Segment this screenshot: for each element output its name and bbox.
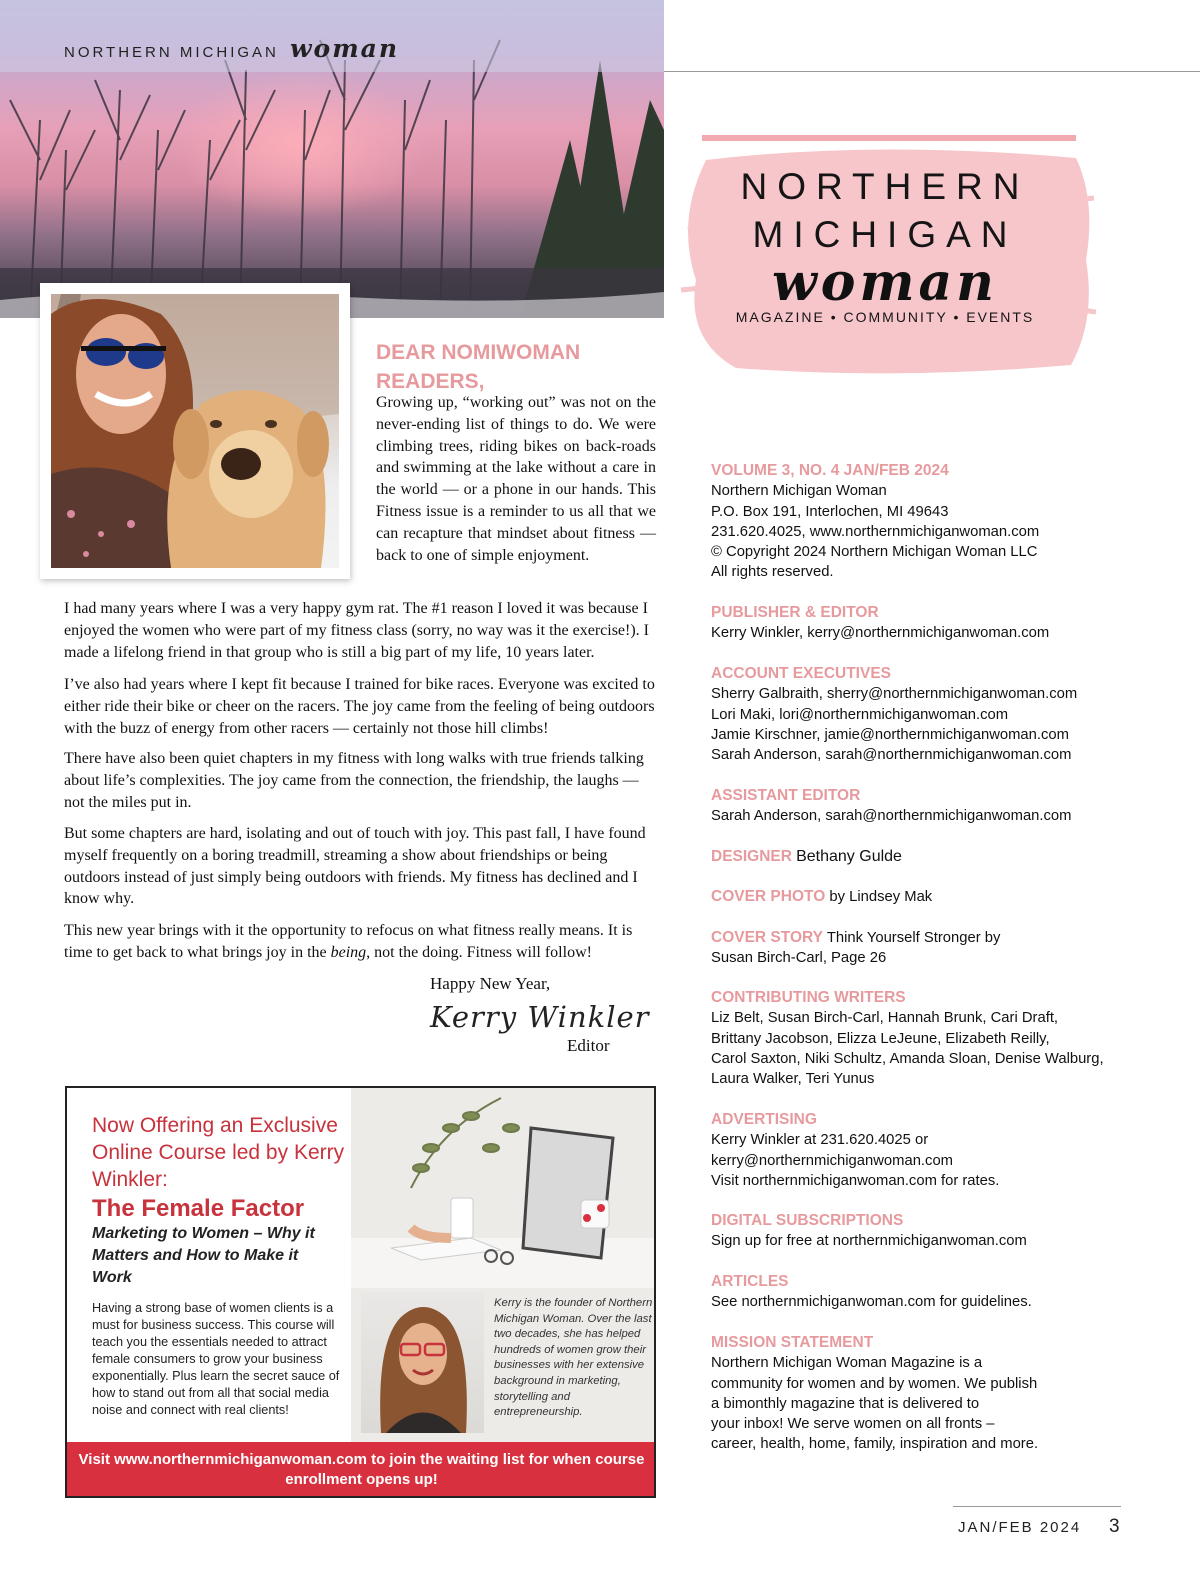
masthead-northern: NORTHERN (740, 166, 1030, 207)
account-executives-block (711, 664, 1151, 765)
info-line: P.O. Box 191, Interlochen, MI 49643 (711, 503, 949, 520)
letter-paragraph-2: I’ve also had years where I kept fit because I trained for bike races. Everyone was excited to either ride their bike or cheer on the racers. The joy came from the feeling of being outdoors with the buzz of energy from other racers — certainly not those hill climbs! (64, 676, 655, 737)
editor-signature: Kerry Winkler (430, 1000, 650, 1034)
cover-photo-heading: COVER PHOTO (711, 888, 826, 905)
info-line: kerry@northernmichiganwoman.com (711, 1152, 953, 1169)
info-line: All rights reserved. (711, 564, 834, 581)
info-line: Northern Michigan Woman Magazine is a (711, 1355, 983, 1372)
info-line: Northern Michigan Woman (711, 483, 887, 500)
ad-right-overlay (351, 1088, 656, 1442)
info-line: Carol Saxton, Niki Schultz, Amanda Sloan, Denise Walburg, (711, 1050, 1104, 1067)
assistant-editor-heading: ASSISTANT EDITOR (711, 787, 861, 804)
folio-issue: JAN/FEB 2024 (958, 1519, 1082, 1536)
header-rule (664, 71, 1200, 72)
info-line: Kerry Winkler, kerry@northernmichiganwoman.com (711, 625, 1050, 642)
masthead-tagline: MAGAZINE • COMMUNITY • EVENTS (735, 309, 1035, 325)
kerry-portrait (361, 1292, 484, 1433)
masthead-woman-script: woman (772, 252, 998, 313)
ad-waiting-list-link[interactable]: Visit www.northernmichiganwoman.com to join the waiting list for when course enrollment opens up! (67, 1442, 656, 1498)
info-line: Laura Walker, Teri Yunus (711, 1071, 875, 1088)
editor-with-dog-photo (51, 294, 339, 568)
letter-paragraph-4: But some chapters are hard, isolating and out of touch with joy. This past fall, I have found myself frequently on a boring treadmill, streaming a show about friendships or being outdoors instead of just simply being outdoors with friends. My fitness has declined and I know why. (64, 825, 646, 908)
contributing-writers-block (711, 988, 1151, 1089)
running-title: NORTHERN MICHIGAN (64, 44, 279, 61)
info-line: Visit northernmichiganwoman.com for rates. (711, 1172, 1000, 1189)
info-line: © Copyright 2024 Northern Michigan Woman LLC (711, 544, 1038, 561)
articles-heading: ARTICLES (711, 1273, 789, 1290)
designer-block (711, 847, 1151, 867)
letter-intro: Growing up, “working out” was not on the never-ending list of things to do. We were climbing trees, riding bikes on back-roads and swimming at the lake without a care in the world — or a phone in our hands. This Fitness issue is a reminder to us all that we can recapture that mindset about fitness — back to one of simple enjoyment. (376, 394, 656, 564)
publisher-heading: PUBLISHER & EDITOR (711, 604, 879, 621)
folio-rule (953, 1506, 1121, 1507)
info-line: 231.620.4025, www.northernmichiganwoman.com (711, 523, 1040, 540)
info-line: Kerry Winkler at 231.620.4025 or (711, 1132, 929, 1149)
cover-story-author: Susan Birch-Carl, Page 26 (711, 950, 887, 967)
letter-paragraph-3: There have also been quiet chapters in my fitness with long walks with true friends talking about life’s complexities. The joy came from the connection, the friendship, the laughs — not the miles put in. (64, 750, 644, 811)
info-line: Sarah Anderson, sarah@northernmichiganwoman.com (711, 747, 1072, 764)
info-line: Lori Maki, lori@northernmichiganwoman.com (711, 706, 1009, 723)
account-executives-heading: ACCOUNT EXECUTIVES (711, 665, 891, 682)
publisher-block (711, 603, 1151, 644)
cover-story-heading: COVER STORY (711, 929, 823, 946)
letter-paragraph-5: This new year brings with it the opportunity to refocus on what fitness really means. It is time to get back to what brings joy in the being, not the doing. Fitness will follow! (64, 922, 633, 961)
cover-story-title: Think Yourself Stronger by (826, 930, 1001, 946)
volume-heading: VOLUME 3, NO. 4 JAN/FEB 2024 (711, 462, 949, 479)
info-line: your inbox! We serve women on all fronts – (711, 1416, 995, 1433)
contributing-writers-heading: CONTRIBUTING WRITERS (711, 989, 906, 1006)
digital-subscriptions-block (711, 1211, 1151, 1252)
mission-statement-block (711, 1333, 1151, 1455)
ad-photo-caption: Kerry is the founder of Northern Michigan Woman. Over the last two decades, she has helped hundreds of women grow their businesses with her extensive background in marketing, storytelling and entrepreneurship. (494, 1297, 653, 1419)
ad-body-text: Having a strong base of women clients is a must for business success. This course will teach you the essentials needed to attract female consumers to grow your business exponentially. Plus learn the secret sauce of how to stand out from all that social media noise and connect with real clients! (92, 1301, 340, 1417)
assistant-editor-block (711, 786, 1151, 827)
running-title-script: woman (290, 34, 400, 63)
page-number: 3 (1109, 1516, 1120, 1537)
info-line: Brittany Jacobson, Elizza LeJeune, Elizabeth Reilly, (711, 1030, 1050, 1047)
info-line: a bimonthly magazine that is delivered to (711, 1395, 980, 1412)
ad-headline: Now Offering an Exclusive Online Course led by Kerry Winkler: (92, 1114, 345, 1191)
info-line: Jamie Kirschner, jamie@northernmichiganwoman.com (711, 726, 1069, 743)
masthead-michigan: MICHIGAN (752, 214, 1018, 255)
editor-photo-frame (40, 283, 350, 579)
info-line: Sherry Galbraith, sherry@northernmichiganwoman.com (711, 686, 1078, 703)
ad-course-name: The Female Factor (92, 1195, 305, 1222)
designer-heading: DESIGNER (711, 848, 792, 865)
letter-heading: DEAR NOMIWOMAN READERS, (376, 341, 581, 393)
volume-block (711, 461, 1151, 583)
info-line: community for women and by women. We publish (711, 1375, 1038, 1392)
online-course-ad[interactable] (65, 1086, 656, 1498)
letter-paragraph-1: I had many years where I was a very happy gym rat. The #1 reason I loved it was because I enjoyed the women who were part of my fitness class (sorry, no way was it the exercise!). I made a lifelong friend in that group who is still a big part of my life, 10 years later. (64, 600, 649, 661)
info-line: See northernmichiganwoman.com for guidelines. (711, 1294, 1032, 1311)
cover-story-block (711, 928, 1151, 969)
info-line: Liz Belt, Susan Birch-Carl, Hannah Brunk, Cari Draft, (711, 1010, 1059, 1027)
info-line: Sarah Anderson, sarah@northernmichiganwoman.com (711, 808, 1072, 825)
ad-course-subtitle: Marketing to Women – Why it Matters and How to Make it Work (92, 1225, 315, 1286)
signature-title: Editor (567, 1036, 610, 1055)
info-line: Sign up for free at northernmichiganwoman.com (711, 1233, 1027, 1250)
digital-subscriptions-heading: DIGITAL SUBSCRIPTIONS (711, 1212, 904, 1229)
articles-block (711, 1272, 1151, 1313)
cover-photo-credit: by Lindsey Mak (829, 889, 933, 905)
cover-photo-block (711, 887, 1151, 907)
mission-statement-heading: MISSION STATEMENT (711, 1334, 874, 1351)
designer-name: Bethany Gulde (796, 848, 902, 865)
advertising-heading: ADVERTISING (711, 1111, 817, 1128)
advertising-block (711, 1110, 1151, 1191)
info-line: career, health, home, family, inspiration and more. (711, 1436, 1039, 1453)
letter-signoff: Happy New Year, (430, 974, 551, 993)
